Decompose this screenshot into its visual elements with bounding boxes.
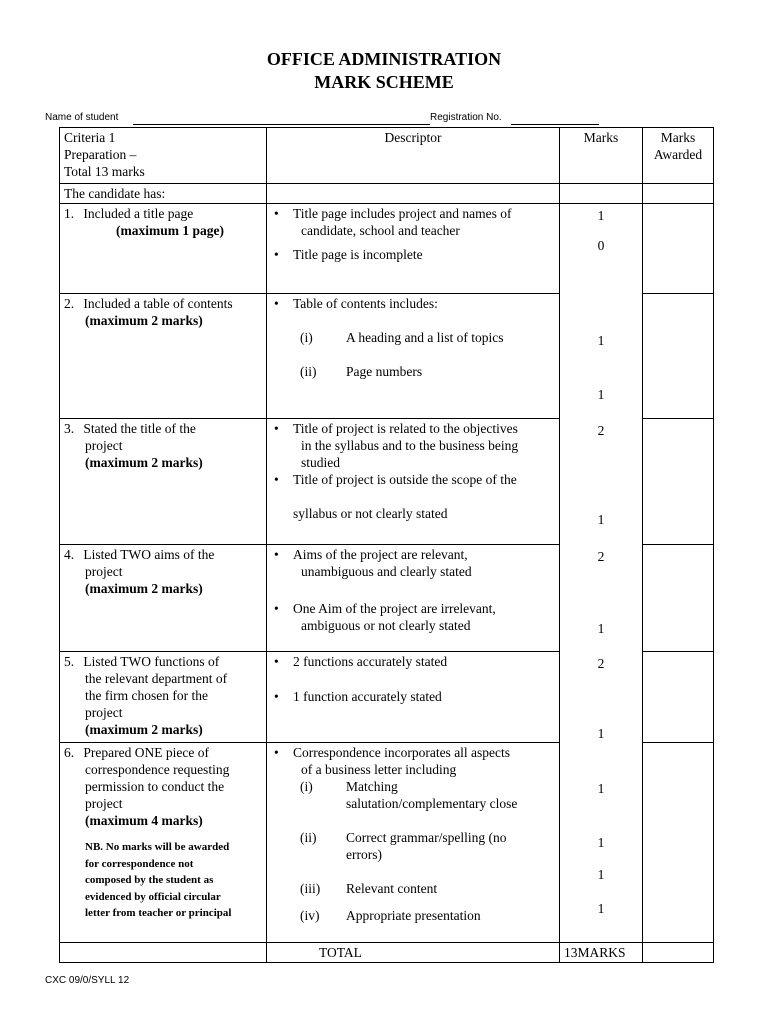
- mark-value: 2: [597, 548, 605, 564]
- criteria-cell: [60, 204, 267, 294]
- criteria-text: Stated the title of the: [83, 421, 196, 436]
- descriptor-text: in the syllabus and to the business being: [301, 438, 519, 453]
- descriptor-text: • Title of project is outside the scope of the: [293, 472, 517, 487]
- criteria-text: project: [85, 564, 123, 579]
- criteria-row: [60, 294, 714, 419]
- marks-header: Marks: [560, 128, 643, 184]
- total-marks: 13MARKS: [560, 943, 643, 963]
- mark-value: 1: [597, 866, 605, 882]
- roman-numeral: (i): [300, 330, 313, 345]
- empty-cell: [643, 943, 714, 963]
- criteria-text: correspondence requesting: [85, 762, 230, 777]
- mark-value: 1: [597, 725, 605, 741]
- descriptor-text: • Aims of the project are relevant,: [293, 547, 468, 562]
- descriptor-sub-item: [271, 329, 555, 346]
- marks-cell: [560, 545, 643, 652]
- descriptor-bullet: [271, 295, 555, 312]
- criteria-row: [60, 652, 714, 743]
- criteria-cell: [60, 545, 267, 652]
- descriptor-cell: [267, 294, 560, 419]
- criteria-row: [60, 204, 714, 294]
- nb-note: [64, 839, 262, 922]
- candidate-has-label: The candidate has:: [60, 184, 267, 204]
- roman-numeral: (i): [300, 779, 313, 794]
- descriptor-text: Matching: [346, 779, 398, 794]
- descriptor-text: ambiguous or not clearly stated: [301, 618, 471, 633]
- criteria-row: [60, 419, 714, 545]
- descriptor-sub-item: [271, 778, 555, 812]
- mark-value: 0: [597, 238, 605, 253]
- criteria-maximum: (maximum 2 marks): [85, 455, 203, 470]
- descriptor-text: Relevant content: [346, 881, 438, 896]
- marks-awarded-cell[interactable]: [643, 294, 714, 419]
- descriptor-bullet: [271, 420, 555, 471]
- criteria-number: 3.: [64, 421, 75, 436]
- roman-numeral: (iv): [300, 908, 320, 923]
- mark-scheme-table: [59, 127, 714, 963]
- marks-cell: [560, 652, 643, 743]
- criteria-cell: [60, 419, 267, 545]
- title-line-1: OFFICE ADMINISTRATION: [266, 49, 502, 69]
- document-title: [0, 48, 768, 94]
- descriptor-sub-item: [271, 907, 555, 924]
- descriptor-bullet: [271, 505, 555, 522]
- descriptor-bullet: [271, 546, 555, 580]
- descriptor-sub-item: [271, 829, 555, 863]
- name-of-student-label: Name of student: [45, 112, 119, 123]
- criteria-maximum: (maximum 2 marks): [85, 722, 203, 737]
- empty-cell: [267, 184, 560, 204]
- criteria-text: project: [85, 438, 123, 453]
- syllabus-code-footer: CXC 09/0/SYLL 12: [45, 975, 130, 986]
- mark-value: 2: [597, 422, 605, 438]
- criteria-number: 2.: [64, 296, 75, 311]
- nb-note-line: for correspondence not: [85, 857, 194, 870]
- nb-note-line: NB. No marks will be awarded: [85, 841, 230, 853]
- mark-value: 2: [597, 655, 605, 671]
- nb-note-line: letter from teacher or principal: [85, 907, 232, 919]
- descriptor-text: • Title page is incomplete: [293, 247, 423, 262]
- criteria-text: the relevant department of: [85, 671, 228, 686]
- criteria-number: 1.: [64, 206, 75, 221]
- descriptor-text: • 1 function accurately stated: [293, 689, 442, 704]
- mark-value: 1: [597, 780, 605, 796]
- descriptor-bullet: [271, 653, 555, 670]
- mark-value: 1: [597, 900, 605, 916]
- descriptor-bullet: [271, 246, 555, 263]
- total-row: [60, 943, 714, 963]
- criteria-number: 4.: [64, 547, 75, 562]
- criteria-text: the firm chosen for the: [85, 688, 208, 703]
- criteria-maximum: (maximum 1 page): [116, 223, 224, 238]
- descriptor-text: candidate, school and teacher: [301, 223, 460, 238]
- criteria-text: permission to conduct the: [85, 779, 225, 794]
- criteria-number: 6.: [64, 745, 75, 760]
- marks-awarded-header-line: Marks: [660, 130, 696, 145]
- roman-numeral: (ii): [300, 364, 317, 379]
- descriptor-text: Page numbers: [346, 364, 423, 379]
- criteria-header: [60, 128, 267, 184]
- criteria-text: project: [85, 705, 123, 720]
- criteria-text: project: [85, 796, 123, 811]
- registration-label: Registration No.: [430, 112, 502, 123]
- descriptor-bullet: [271, 205, 555, 239]
- marks-awarded-cell[interactable]: [643, 652, 714, 743]
- registration-field[interactable]: [511, 124, 599, 125]
- nb-note-line: evidenced by official circular: [85, 890, 221, 903]
- mark-value: 1: [597, 834, 605, 850]
- criteria-cell: [60, 294, 267, 419]
- descriptor-cell: [267, 652, 560, 743]
- descriptor-cell: [267, 419, 560, 545]
- criteria-header-line: Total 13 marks: [64, 164, 145, 179]
- descriptor-bullet: [271, 744, 555, 778]
- descriptor-text: • Correspondence incorporates all aspects: [293, 745, 511, 760]
- title-line-2: MARK SCHEME: [314, 72, 454, 92]
- descriptor-text: • Title of project is related to the objectives: [293, 421, 518, 436]
- criteria-cell: [60, 743, 267, 943]
- descriptor-cell: [267, 545, 560, 652]
- descriptor-text: studied: [301, 455, 340, 470]
- descriptor-text: • Title page includes project and names of: [293, 206, 512, 221]
- criteria-text: Included a title page: [83, 206, 194, 221]
- descriptor-text: Appropriate presentation: [346, 908, 481, 923]
- criteria-text: Prepared ONE piece of: [83, 745, 209, 760]
- marks-awarded-header: [643, 128, 714, 184]
- criteria-header-line: Preparation –: [64, 147, 137, 162]
- marks-cell: [560, 294, 643, 419]
- criteria-header-line: Criteria 1: [64, 130, 116, 145]
- descriptor-bullet: [271, 688, 555, 705]
- marks-awarded-cell[interactable]: [643, 204, 714, 294]
- mark-value: 1: [597, 332, 605, 348]
- candidate-has-row: [60, 184, 714, 204]
- total-label: TOTAL: [267, 943, 560, 963]
- name-of-student-field[interactable]: [133, 124, 430, 125]
- descriptor-text: • 2 functions accurately stated: [293, 654, 448, 669]
- descriptor-text: syllabus or not clearly stated: [293, 506, 448, 521]
- roman-numeral: (ii): [300, 830, 317, 845]
- marks-cell: [560, 419, 643, 545]
- descriptor-text: • Table of contents includes:: [293, 296, 438, 311]
- mark-value: 1: [597, 511, 605, 527]
- descriptor-text: • One Aim of the project are irrelevant,: [293, 601, 496, 616]
- marks-cell: [560, 743, 643, 943]
- criteria-maximum: (maximum 2 marks): [85, 313, 203, 328]
- criteria-cell: [60, 652, 267, 743]
- marks-cell: [560, 204, 643, 294]
- mark-value: 1: [597, 620, 605, 636]
- criteria-number: 5.: [64, 654, 75, 669]
- descriptor-sub-item: [271, 880, 555, 897]
- descriptor-bullet: [271, 600, 555, 634]
- descriptor-text: salutation/complementary close: [346, 796, 518, 811]
- criteria-text: Listed TWO aims of the: [83, 547, 215, 562]
- descriptor-text: Correct grammar/spelling (no: [346, 830, 507, 845]
- roman-numeral: (iii): [300, 881, 321, 896]
- criteria-text: Included a table of contents: [83, 296, 233, 311]
- descriptor-bullet: [271, 471, 555, 488]
- descriptor-text: errors): [346, 847, 382, 862]
- mark-value: 1: [597, 386, 605, 402]
- nb-note-line: composed by the student as: [85, 874, 214, 886]
- descriptor-cell: [267, 743, 560, 943]
- marks-awarded-header-line: Awarded: [653, 147, 703, 162]
- marks-awarded-cell[interactable]: [643, 743, 714, 943]
- mark-value: 1: [597, 208, 605, 223]
- descriptor-text: of a business letter including: [301, 762, 457, 777]
- empty-cell: [643, 184, 714, 204]
- descriptor-text: A heading and a list of topics: [346, 330, 504, 345]
- criteria-row: [60, 743, 714, 943]
- criteria-text: Listed TWO functions of: [83, 654, 220, 669]
- criteria-maximum: (maximum 4 marks): [85, 813, 203, 828]
- criteria-rows: [60, 204, 714, 943]
- descriptor-sub-item: [271, 363, 555, 380]
- descriptor-cell: [267, 204, 560, 294]
- empty-cell: [560, 184, 643, 204]
- descriptor-header: Descriptor: [267, 128, 560, 184]
- criteria-row: [60, 545, 714, 652]
- empty-cell: [60, 943, 267, 963]
- descriptor-text: unambiguous and clearly stated: [301, 564, 472, 579]
- criteria-maximum: (maximum 2 marks): [85, 581, 203, 596]
- marks-awarded-cell[interactable]: [643, 545, 714, 652]
- table-header-row: [60, 128, 714, 184]
- marks-awarded-cell[interactable]: [643, 419, 714, 545]
